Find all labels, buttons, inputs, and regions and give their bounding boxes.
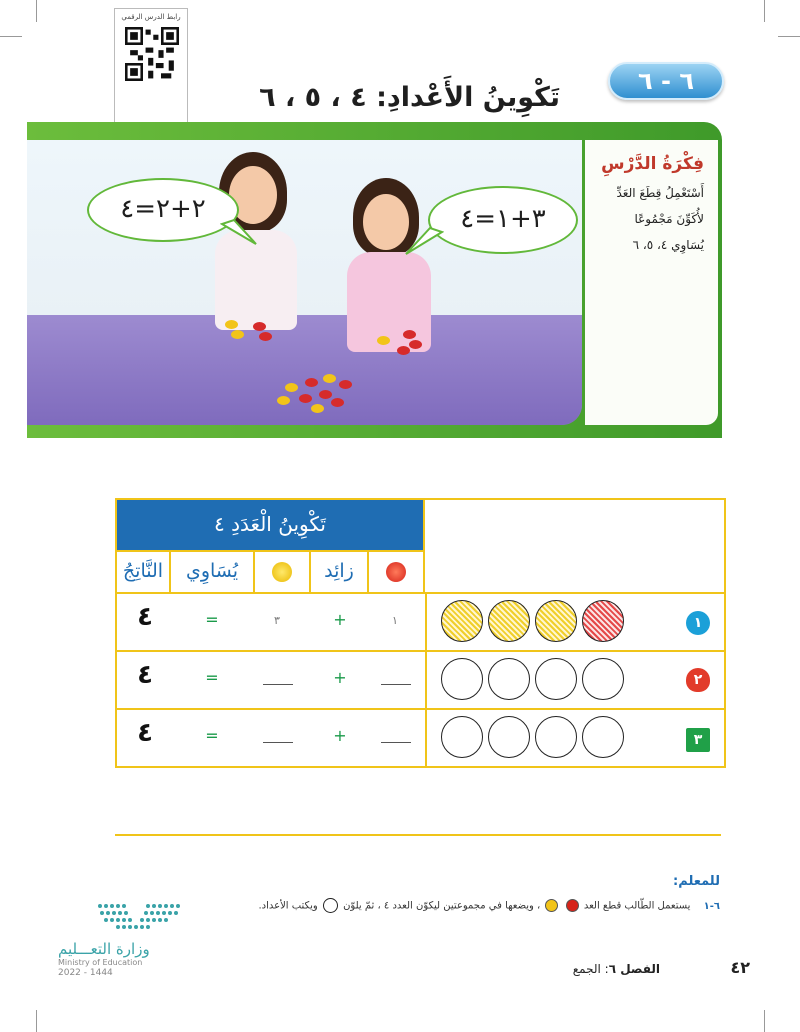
row-divider (117, 650, 724, 652)
bubble-tail-right (404, 226, 444, 256)
row3-plus: + (333, 726, 347, 745)
crop-mark (36, 0, 37, 22)
number-four-table (115, 498, 726, 768)
counter (299, 394, 312, 403)
ministry-dots-icon (58, 900, 188, 936)
teacher-ref: ٦-١ (703, 900, 720, 912)
idea-title: فِكْرَةُ الدَّرْسِ (601, 154, 704, 174)
idea-line: لأُكَوِّنَ مَجْمُوعًا (634, 212, 704, 226)
ministry-name-arabic: وزارة التعـــليم (58, 940, 150, 958)
crop-mark (764, 1010, 765, 1032)
chapter-footer (573, 962, 660, 976)
exercise-marker-2-apple-icon: ٢ (686, 668, 710, 692)
row2-equals: = (205, 668, 219, 687)
ministry-logo (58, 900, 188, 980)
counter (225, 320, 238, 329)
table-title: تَكْوِينُ الْعَدَدِ ٤ (117, 500, 425, 550)
row-divider (117, 708, 724, 710)
edition-year: 2022 - 1444 (58, 968, 113, 978)
speech-bubble-right: ٣+١=٤ (428, 186, 578, 254)
counter (403, 330, 416, 339)
ministry-name-english: Ministry of Education (58, 958, 143, 967)
qr-code-box[interactable] (114, 8, 188, 132)
header-result: النَّاتِجُ (117, 550, 171, 592)
crop-mark (764, 0, 765, 22)
row3-equals: = (205, 726, 219, 745)
counter (311, 404, 324, 413)
crop-mark (36, 1010, 37, 1032)
lesson-title: تَكْوِينُ الأَعْدادِ: ٤ ، ٥ ، ٦ (259, 82, 560, 113)
empty-circle-icon (323, 898, 338, 913)
disc-empty[interactable] (535, 658, 577, 700)
disc-yellow (535, 600, 577, 642)
counter (319, 390, 332, 399)
counter (331, 398, 344, 407)
header-red-counter (369, 550, 425, 592)
teacher-label: للمعلم: (673, 874, 720, 889)
speech-bubble-left: ٢+٢=٤ (87, 178, 239, 242)
counter (323, 374, 336, 383)
disc-empty[interactable] (582, 716, 624, 758)
teacher-note (258, 898, 720, 913)
counter (285, 383, 298, 392)
disc-yellow (488, 600, 530, 642)
red-counter-icon (566, 899, 579, 912)
exercise-marker-3: ٣ (686, 728, 710, 752)
header-yellow-counter (255, 550, 311, 592)
row1-result: ٤ (137, 602, 153, 632)
col-divider (425, 592, 427, 766)
lesson-photo (27, 140, 582, 425)
disc-empty[interactable] (441, 716, 483, 758)
yellow-counter-icon (272, 562, 292, 582)
counter (259, 332, 272, 341)
row-divider (117, 592, 724, 594)
teacher-note-part2: ، ويضعها في مجموعتين ليكوّن العدد ٤ ، ثمّ يلوّن (343, 900, 541, 912)
row1-plus: + (333, 610, 347, 629)
exercise-marker-1: ١ (686, 611, 710, 635)
lesson-idea-panel (585, 140, 718, 425)
row3-result: ٤ (137, 718, 153, 748)
disc-empty[interactable] (488, 716, 530, 758)
page-number: ٤٢ (730, 958, 750, 977)
counter (253, 322, 266, 331)
teacher-note-part1: يستعمل الطّالب قطع العد (583, 900, 691, 912)
row2-result: ٤ (137, 660, 153, 690)
qr-caption: رابط الدرس الرقمي (121, 13, 181, 21)
lesson-number-badge: ٦ - ٦ (608, 62, 724, 100)
row1-equals: = (205, 610, 219, 629)
bubble-tail-left (220, 218, 260, 248)
disc-empty[interactable] (535, 716, 577, 758)
header-equals: يُسَاوِي (171, 550, 255, 592)
section-divider (115, 834, 721, 836)
teacher-note-part3: ويكتب الأعداد. (258, 900, 318, 912)
disc-yellow (441, 600, 483, 642)
chapter-name: : الجمع (572, 962, 609, 976)
row3-red-blank[interactable] (381, 742, 411, 743)
row3-yellow-blank[interactable] (263, 742, 293, 743)
counter (409, 340, 422, 349)
counter (397, 346, 410, 355)
counter (277, 396, 290, 405)
counter (305, 378, 318, 387)
row1-red-value: ١ (392, 614, 398, 627)
header-plus: زائِد (311, 550, 369, 592)
disc-empty[interactable] (582, 658, 624, 700)
red-counter-icon (386, 562, 406, 582)
idea-line: أَسْتَعْمِلُ قِطَعَ العَدِّ (616, 186, 704, 200)
crop-mark (778, 36, 800, 37)
disc-red (582, 600, 624, 642)
disc-empty[interactable] (488, 658, 530, 700)
counter (231, 330, 244, 339)
crop-mark (0, 36, 22, 37)
row2-plus: + (333, 668, 347, 687)
counter (339, 380, 352, 389)
yellow-counter-icon (545, 899, 558, 912)
row1-yellow-value: ٣ (274, 614, 280, 627)
qr-code-icon (125, 27, 179, 81)
row2-red-blank[interactable] (381, 684, 411, 685)
row2-yellow-blank[interactable] (263, 684, 293, 685)
chapter-label: الفصل ٦ (608, 962, 660, 976)
idea-line: يُسَاوِي ٤، ٥، ٦ (632, 238, 704, 252)
disc-empty[interactable] (441, 658, 483, 700)
counter (377, 336, 390, 345)
